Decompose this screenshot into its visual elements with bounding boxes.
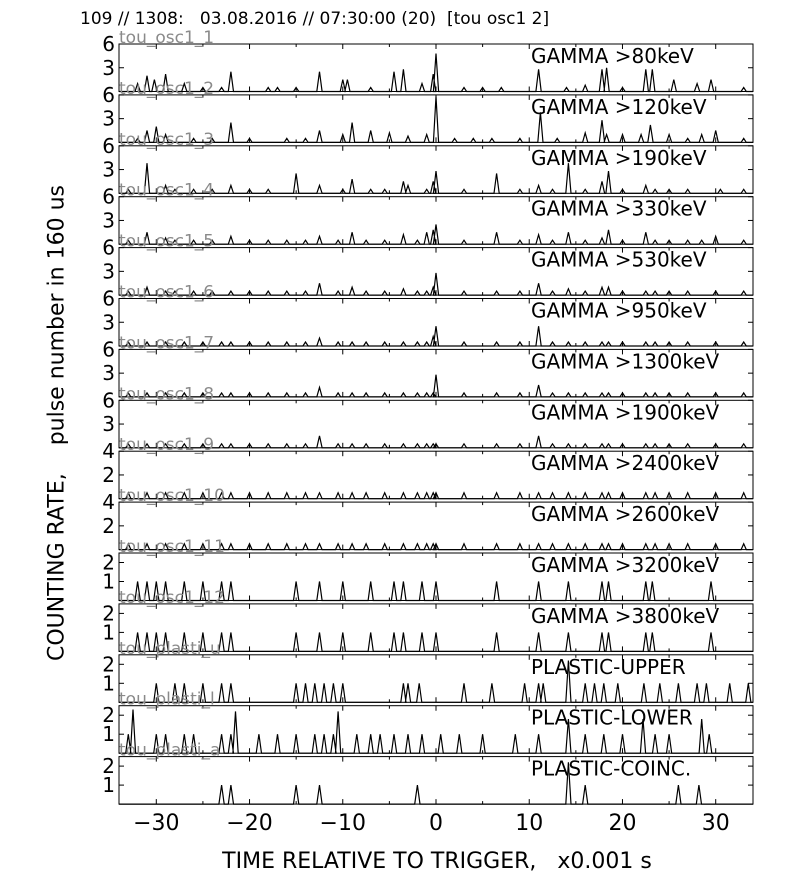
x-tick-label: 0	[429, 811, 443, 837]
panel-tag: tou_osc1_2	[119, 78, 215, 99]
x-axis-label: TIME RELATIVE TO TRIGGER, x0.001 s	[222, 849, 652, 874]
y-tick-label: 1	[102, 620, 115, 645]
panel-tag: tou_plasti_l	[119, 689, 215, 710]
panel-tag: tou_osc1_5	[119, 231, 215, 252]
panel-label: PLASTIC-COINC.	[531, 756, 692, 781]
figure-title: 109 // 1308: 03.08.2016 // 07:30:00 (20) [tou osc1 2]	[80, 9, 550, 29]
y-tick-label: 1	[102, 773, 115, 798]
panel-tag: tou_plasti_a	[119, 740, 221, 761]
y-tick-label: 2	[102, 601, 115, 626]
panel-tag: tou_osc1_1	[119, 28, 215, 48]
panel-label: GAMMA >2400keV	[531, 451, 720, 476]
y-tick-label: 2	[102, 462, 115, 487]
y-tick-label: 2	[102, 652, 115, 677]
y-tick-label: 6	[102, 388, 115, 413]
y-axis-label: COUNTING RATE, pulse number in 160 us	[44, 184, 70, 662]
y-tick-label: 3	[102, 208, 115, 233]
y-tick-label: 6	[102, 32, 115, 56]
y-tick-label: 6	[102, 184, 115, 209]
y-tick-label: 2	[102, 550, 115, 575]
x-tick-label: 10	[515, 811, 544, 837]
panel-label: GAMMA >190keV	[531, 145, 707, 170]
y-tick-label: 4	[102, 490, 115, 515]
y-tick-label: 3	[102, 106, 115, 131]
panel-tag: tou_osc1_9	[119, 435, 215, 456]
panel-tag: tou_osc1_12	[119, 587, 225, 608]
x-tick-label: −10	[319, 811, 366, 837]
panel-tag: tou_osc1_7	[119, 333, 215, 354]
y-tick-label: 1	[102, 671, 115, 696]
panel-tag: tou_osc1_11	[119, 537, 225, 557]
y-tick-label: 2	[102, 754, 115, 779]
panel-label: GAMMA >80keV	[531, 44, 694, 68]
panel-label: GAMMA >1900keV	[531, 400, 720, 425]
panel-label: GAMMA >1300keV	[531, 349, 720, 374]
x-tick-label: −20	[226, 811, 273, 837]
x-tick-label: 30	[701, 811, 730, 837]
y-tick-label: 6	[102, 133, 115, 158]
panel-tag: tou_osc1_6	[119, 282, 215, 303]
panel-label: GAMMA >2600keV	[531, 502, 720, 527]
y-tick-label: 1	[102, 722, 115, 747]
panel-label: GAMMA >950keV	[531, 298, 707, 323]
panel-tag: tou_plasti_u	[119, 638, 221, 659]
y-tick-label: 3	[102, 412, 115, 437]
panel-label: GAMMA >120keV	[531, 94, 707, 119]
y-tick-label: 3	[102, 157, 115, 182]
panel-tag: tou_osc1_3	[119, 129, 215, 150]
y-tick-label: 6	[102, 82, 115, 107]
panel-label: GAMMA >530keV	[531, 247, 707, 272]
x-tick-label: 20	[608, 811, 637, 837]
y-tick-label: 4	[102, 439, 115, 464]
panel-label: GAMMA >3200keV	[531, 553, 720, 577]
y-tick-label: 3	[102, 259, 115, 284]
panel-label: PLASTIC-UPPER	[531, 654, 686, 679]
y-tick-label: 3	[102, 310, 115, 335]
x-tick-label: −30	[133, 811, 180, 837]
y-tick-label: 3	[102, 361, 115, 386]
panel-label: PLASTIC-LOWER	[531, 705, 693, 730]
panel-tag: tou_osc1_10	[119, 486, 225, 507]
y-tick-label: 6	[102, 337, 115, 362]
y-tick-label: 1	[102, 569, 115, 594]
panel-tag: tou_osc1_8	[119, 384, 215, 405]
panel-label: GAMMA >3800keV	[531, 603, 720, 628]
panel-tag: tou_osc1_4	[119, 180, 215, 201]
y-tick-label: 6	[102, 286, 115, 311]
y-tick-label: 2	[102, 513, 115, 538]
y-tick-label: 2	[102, 703, 115, 728]
y-tick-label: 3	[102, 55, 115, 80]
panel-label: GAMMA >330keV	[531, 196, 707, 221]
y-tick-label: 6	[102, 235, 115, 260]
